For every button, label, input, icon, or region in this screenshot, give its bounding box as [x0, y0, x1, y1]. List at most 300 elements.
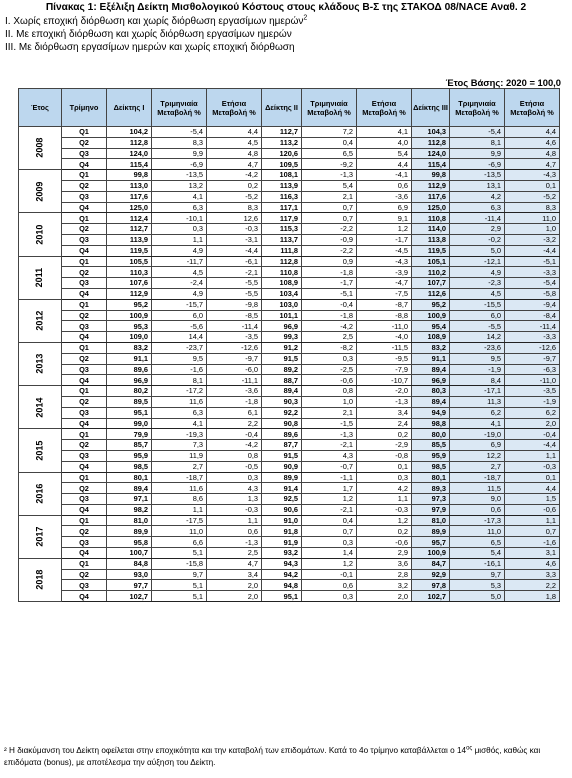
- index-cell: 97,8: [412, 580, 450, 591]
- change-cell: -9,7: [207, 353, 262, 364]
- index-cell: 91,1: [107, 353, 152, 364]
- table-row: [19, 137, 560, 148]
- index-cell: 98,5: [107, 461, 152, 472]
- change-cell: -4,7: [357, 278, 412, 289]
- index-cell: 111,8: [262, 245, 302, 256]
- change-cell: -3,6: [357, 191, 412, 202]
- change-cell: -7,5: [357, 288, 412, 299]
- change-cell: -13,5: [450, 170, 505, 181]
- index-cell: 95,9: [107, 450, 152, 461]
- change-cell: 8,1: [152, 375, 207, 386]
- year-cell: [19, 429, 62, 472]
- change-cell: 4,7: [505, 159, 560, 170]
- change-cell: -4,4: [505, 245, 560, 256]
- change-cell: 0,3: [302, 353, 357, 364]
- change-cell: 6,0: [450, 310, 505, 321]
- year-cell: [19, 127, 62, 170]
- change-cell: -1,8: [207, 396, 262, 407]
- index-cell: 80,1: [107, 472, 152, 483]
- change-cell: -0,3: [207, 224, 262, 235]
- index-cell: 81,0: [412, 515, 450, 526]
- change-cell: 5,4: [450, 548, 505, 559]
- change-cell: -11,0: [357, 321, 412, 332]
- change-cell: 4,4: [207, 127, 262, 138]
- quarter-cell: Q4: [62, 548, 107, 559]
- quarter-cell: Q1: [62, 213, 107, 224]
- change-cell: -1,8: [302, 267, 357, 278]
- quarter-cell: Q3: [62, 537, 107, 548]
- change-cell: -0,2: [450, 234, 505, 245]
- change-cell: 9,9: [152, 148, 207, 159]
- index-cell: 110,3: [107, 267, 152, 278]
- index-cell: 90,9: [262, 461, 302, 472]
- quarter-cell: Q3: [62, 191, 107, 202]
- note-2: II. Με εποχική διόρθωση και χωρίς διόρθωση εργασίμων ημερών: [5, 29, 292, 40]
- change-cell: 6,3: [152, 202, 207, 213]
- change-cell: -9,5: [357, 353, 412, 364]
- index-cell: 93,0: [107, 569, 152, 580]
- table-row: [19, 224, 560, 235]
- table-row: [19, 267, 560, 278]
- change-cell: 0,6: [450, 504, 505, 515]
- quarter-cell: Q2: [62, 396, 107, 407]
- year-cell: [19, 472, 62, 515]
- change-cell: -17,3: [450, 515, 505, 526]
- change-cell: -5,5: [207, 278, 262, 289]
- change-cell: -3,5: [505, 386, 560, 397]
- quarter-cell: Q3: [62, 364, 107, 375]
- index-cell: 95,2: [412, 299, 450, 310]
- change-cell: -16,1: [450, 558, 505, 569]
- change-cell: 1,1: [505, 450, 560, 461]
- index-cell: 102,7: [412, 591, 450, 602]
- change-cell: 6,5: [450, 537, 505, 548]
- change-cell: -3,3: [505, 267, 560, 278]
- change-cell: -5,4: [450, 127, 505, 138]
- change-cell: -5,4: [152, 127, 207, 138]
- year-label: 2012: [34, 310, 45, 331]
- index-cell: 103,0: [262, 299, 302, 310]
- change-cell: 2,0: [505, 418, 560, 429]
- table-row: [19, 558, 560, 569]
- change-cell: 4,3: [207, 483, 262, 494]
- change-cell: -11,5: [357, 342, 412, 353]
- index-cell: 105,1: [412, 256, 450, 267]
- quarter-cell: Q3: [62, 450, 107, 461]
- table-row: [19, 494, 560, 505]
- change-cell: -1,3: [302, 429, 357, 440]
- year-cell: [19, 558, 62, 601]
- quarter-cell: Q4: [62, 332, 107, 343]
- table-row: [19, 310, 560, 321]
- change-cell: -18,7: [152, 472, 207, 483]
- change-cell: -1,5: [302, 418, 357, 429]
- change-cell: 1,5: [505, 494, 560, 505]
- index-cell: 108,1: [262, 170, 302, 181]
- year-label: 2018: [34, 569, 45, 590]
- change-cell: -12,6: [505, 342, 560, 353]
- change-cell: 11,6: [152, 483, 207, 494]
- table-row: [19, 396, 560, 407]
- index-cell: 115,3: [262, 224, 302, 235]
- quarter-cell: Q3: [62, 321, 107, 332]
- change-cell: -17,1: [450, 386, 505, 397]
- change-cell: 0,7: [505, 526, 560, 537]
- index-cell: 124,0: [107, 148, 152, 159]
- change-cell: 4,4: [357, 159, 412, 170]
- change-cell: -5,2: [207, 191, 262, 202]
- change-cell: -10,1: [152, 213, 207, 224]
- index-cell: 114,0: [412, 224, 450, 235]
- year-label: 2011: [34, 267, 45, 288]
- index-cell: 90,8: [262, 418, 302, 429]
- index-cell: 80,1: [412, 472, 450, 483]
- index-cell: 91,4: [262, 483, 302, 494]
- index-cell: 96,9: [262, 321, 302, 332]
- index-cell: 110,8: [412, 213, 450, 224]
- index-cell: 112,8: [412, 137, 450, 148]
- change-cell: 5,4: [357, 148, 412, 159]
- index-cell: 94,8: [262, 580, 302, 591]
- change-cell: -5,1: [302, 288, 357, 299]
- index-cell: 100,9: [412, 548, 450, 559]
- change-cell: 0,3: [302, 591, 357, 602]
- index-cell: 96,9: [107, 375, 152, 386]
- index-cell: 99,3: [262, 332, 302, 343]
- change-cell: -2,5: [302, 364, 357, 375]
- index-cell: 113,7: [262, 234, 302, 245]
- change-cell: -6,1: [207, 256, 262, 267]
- change-cell: 2,7: [152, 461, 207, 472]
- change-cell: 11,3: [450, 396, 505, 407]
- change-cell: 0,4: [302, 137, 357, 148]
- change-cell: 4,6: [505, 137, 560, 148]
- change-cell: -0,5: [207, 461, 262, 472]
- quarter-cell: Q3: [62, 494, 107, 505]
- index-cell: 115,4: [412, 159, 450, 170]
- change-cell: -6,9: [450, 159, 505, 170]
- change-cell: -5,2: [505, 191, 560, 202]
- change-cell: 8,6: [152, 494, 207, 505]
- change-cell: -1,7: [357, 234, 412, 245]
- change-cell: 0,1: [357, 461, 412, 472]
- year-label: 2016: [34, 483, 45, 504]
- change-cell: 6,1: [207, 407, 262, 418]
- index-cell: 95,4: [412, 321, 450, 332]
- index-cell: 110,8: [262, 267, 302, 278]
- index-cell: 110,2: [412, 267, 450, 278]
- change-cell: 1,3: [207, 494, 262, 505]
- year-label: 2017: [34, 526, 45, 547]
- change-cell: -0,1: [302, 569, 357, 580]
- change-cell: 6,5: [302, 148, 357, 159]
- change-cell: 0,3: [207, 472, 262, 483]
- header-quarterly-change-1: Τριμηνιαία Μεταβολή %: [152, 89, 207, 127]
- change-cell: 1,1: [152, 504, 207, 515]
- change-cell: -1,9: [505, 396, 560, 407]
- change-cell: 4,1: [450, 418, 505, 429]
- change-cell: -12,1: [450, 256, 505, 267]
- index-cell: 104,3: [412, 127, 450, 138]
- change-cell: 4,6: [505, 558, 560, 569]
- index-cell: 91,1: [412, 353, 450, 364]
- index-cell: 124,0: [412, 148, 450, 159]
- change-cell: 13,2: [152, 180, 207, 191]
- year-label: 2008: [34, 138, 45, 159]
- change-cell: 4,1: [152, 191, 207, 202]
- change-cell: -11,7: [152, 256, 207, 267]
- change-cell: -3,5: [207, 332, 262, 343]
- change-cell: -1,6: [505, 537, 560, 548]
- index-cell: 88,7: [262, 375, 302, 386]
- change-cell: -0,7: [302, 461, 357, 472]
- change-cell: 2,0: [207, 580, 262, 591]
- index-cell: 119,5: [107, 245, 152, 256]
- change-cell: 5,0: [450, 245, 505, 256]
- index-cell: 107,7: [412, 278, 450, 289]
- index-cell: 117,9: [262, 213, 302, 224]
- header-row: [19, 89, 560, 127]
- change-cell: -11,4: [450, 213, 505, 224]
- index-cell: 125,0: [107, 202, 152, 213]
- index-cell: 117,6: [107, 191, 152, 202]
- change-cell: 4,1: [152, 418, 207, 429]
- change-cell: -11,4: [207, 321, 262, 332]
- index-cell: 108,9: [412, 332, 450, 343]
- change-cell: -8,8: [357, 310, 412, 321]
- change-cell: 0,2: [207, 180, 262, 191]
- change-cell: -2,2: [302, 245, 357, 256]
- change-cell: 6,9: [450, 440, 505, 451]
- index-cell: 99,8: [107, 170, 152, 181]
- quarter-cell: Q1: [62, 342, 107, 353]
- base-year-label: Έτος Βάσης: 2020 = 100,0: [445, 77, 561, 88]
- change-cell: 0,9: [302, 256, 357, 267]
- quarter-cell: Q2: [62, 526, 107, 537]
- table-row: [19, 386, 560, 397]
- index-cell: 117,6: [412, 191, 450, 202]
- change-cell: 0,3: [357, 472, 412, 483]
- table-body: [19, 127, 560, 602]
- index-cell: 97,1: [107, 494, 152, 505]
- change-cell: 4,1: [357, 127, 412, 138]
- change-cell: 11,5: [450, 483, 505, 494]
- year-cell: [19, 299, 62, 342]
- table-row: [19, 234, 560, 245]
- table-row: [19, 569, 560, 580]
- change-cell: -9,2: [302, 159, 357, 170]
- index-cell: 89,9: [262, 472, 302, 483]
- index-cell: 80,3: [412, 386, 450, 397]
- change-cell: 3,4: [207, 569, 262, 580]
- index-cell: 113,9: [107, 234, 152, 245]
- change-cell: 4,8: [505, 148, 560, 159]
- change-cell: -4,0: [357, 332, 412, 343]
- quarter-cell: Q3: [62, 407, 107, 418]
- change-cell: -8,2: [302, 342, 357, 353]
- quarter-cell: Q3: [62, 148, 107, 159]
- quarter-cell: Q2: [62, 310, 107, 321]
- change-cell: -5,5: [207, 288, 262, 299]
- table-row: [19, 526, 560, 537]
- index-cell: 89,6: [107, 364, 152, 375]
- index-cell: 99,8: [412, 170, 450, 181]
- change-cell: -4,2: [207, 170, 262, 181]
- change-cell: 8,4: [450, 375, 505, 386]
- change-cell: 3,6: [357, 558, 412, 569]
- change-cell: 4,9: [152, 288, 207, 299]
- change-cell: -2,1: [302, 440, 357, 451]
- change-cell: 14,4: [152, 332, 207, 343]
- change-cell: -1,9: [450, 364, 505, 375]
- quarter-cell: Q3: [62, 278, 107, 289]
- change-cell: -1,3: [302, 170, 357, 181]
- index-cell: 91,2: [262, 342, 302, 353]
- change-cell: -6,9: [152, 159, 207, 170]
- index-cell: 89,5: [107, 396, 152, 407]
- change-cell: -1,7: [302, 278, 357, 289]
- index-cell: 98,2: [107, 504, 152, 515]
- change-cell: 0,6: [302, 580, 357, 591]
- quarter-cell: Q4: [62, 461, 107, 472]
- index-cell: 105,5: [107, 256, 152, 267]
- change-cell: -4,4: [207, 245, 262, 256]
- change-cell: -0,4: [207, 429, 262, 440]
- change-cell: -5,1: [505, 256, 560, 267]
- table-row: [19, 440, 560, 451]
- change-cell: 0,7: [302, 213, 357, 224]
- change-cell: 0,7: [302, 526, 357, 537]
- change-cell: -4,2: [302, 321, 357, 332]
- change-cell: 14,2: [450, 332, 505, 343]
- index-cell: 113,2: [262, 137, 302, 148]
- change-cell: -0,3: [207, 504, 262, 515]
- year-label: 2015: [34, 440, 45, 461]
- header-quarterly-change-2: Τριμηνιαία Μεταβολή %: [302, 89, 357, 127]
- change-cell: 1,1: [152, 234, 207, 245]
- change-cell: 0,6: [207, 526, 262, 537]
- index-cell: 112,9: [412, 180, 450, 191]
- index-cell: 98,5: [412, 461, 450, 472]
- index-cell: 99,0: [107, 418, 152, 429]
- change-cell: 11,9: [152, 450, 207, 461]
- change-cell: 3,4: [357, 407, 412, 418]
- change-cell: 6,9: [357, 202, 412, 213]
- change-cell: -4,5: [357, 245, 412, 256]
- change-cell: 0,3: [302, 537, 357, 548]
- year-label: 2009: [34, 181, 45, 202]
- quarter-cell: Q3: [62, 580, 107, 591]
- index-cell: 92,2: [262, 407, 302, 418]
- change-cell: 0,1: [505, 180, 560, 191]
- year-cell: [19, 342, 62, 385]
- change-cell: -5,8: [505, 288, 560, 299]
- year-cell: [19, 515, 62, 558]
- change-cell: -2,2: [302, 224, 357, 235]
- change-cell: 2,9: [357, 548, 412, 559]
- change-cell: 5,0: [450, 591, 505, 602]
- change-cell: 0,3: [152, 224, 207, 235]
- change-cell: -1,8: [302, 310, 357, 321]
- change-cell: 3,1: [505, 548, 560, 559]
- index-cell: 116,3: [262, 191, 302, 202]
- table-row: [19, 461, 560, 472]
- note-1: I. Χωρίς εποχική διόρθωση και χωρίς διόρθωση εργασίμων ημερών$^2$: [5, 14, 308, 27]
- index-cell: 109,0: [107, 332, 152, 343]
- change-cell: -9,7: [505, 353, 560, 364]
- index-cell: 91,8: [262, 526, 302, 537]
- table-row: [19, 450, 560, 461]
- index-cell: 95,9: [412, 450, 450, 461]
- index-cell: 112,6: [412, 288, 450, 299]
- change-cell: 9,7: [152, 569, 207, 580]
- change-cell: 3,2: [357, 580, 412, 591]
- change-cell: 6,3: [450, 202, 505, 213]
- index-cell: 80,0: [412, 429, 450, 440]
- change-cell: 4,5: [207, 137, 262, 148]
- change-cell: -3,1: [207, 234, 262, 245]
- index-cell: 89,9: [412, 526, 450, 537]
- table-row: [19, 180, 560, 191]
- change-cell: -0,6: [505, 504, 560, 515]
- quarter-cell: Q1: [62, 515, 107, 526]
- index-cell: 89,3: [412, 483, 450, 494]
- index-cell: 113,8: [412, 234, 450, 245]
- change-cell: -0,8: [357, 450, 412, 461]
- quarter-cell: Q4: [62, 202, 107, 213]
- index-cell: 101,1: [262, 310, 302, 321]
- table-row: [19, 159, 560, 170]
- change-cell: 2,9: [450, 224, 505, 235]
- quarter-cell: Q4: [62, 288, 107, 299]
- change-cell: 2,2: [505, 580, 560, 591]
- index-cell: 91,5: [262, 450, 302, 461]
- change-cell: 2,0: [207, 591, 262, 602]
- change-cell: -3,6: [207, 386, 262, 397]
- change-cell: -23,7: [152, 342, 207, 353]
- change-cell: 2,1: [302, 407, 357, 418]
- index-cell: 104,2: [107, 127, 152, 138]
- index-cell: 112,8: [262, 256, 302, 267]
- table-row: [19, 591, 560, 602]
- index-cell: 95,1: [262, 591, 302, 602]
- change-cell: 12,2: [450, 450, 505, 461]
- quarter-cell: Q1: [62, 170, 107, 181]
- index-cell: 89,6: [262, 429, 302, 440]
- year-cell: [19, 256, 62, 299]
- table-row: [19, 537, 560, 548]
- index-cell: 83,2: [107, 342, 152, 353]
- change-cell: -1,3: [207, 537, 262, 548]
- change-cell: 2,5: [302, 332, 357, 343]
- change-cell: -13,5: [152, 170, 207, 181]
- change-cell: -3,9: [357, 267, 412, 278]
- change-cell: -2,3: [450, 278, 505, 289]
- change-cell: -15,5: [450, 299, 505, 310]
- index-cell: 113,9: [262, 180, 302, 191]
- change-cell: 2,8: [357, 569, 412, 580]
- change-cell: -19,3: [152, 429, 207, 440]
- change-cell: -1,6: [152, 364, 207, 375]
- change-cell: 1,0: [505, 224, 560, 235]
- change-cell: -0,3: [357, 504, 412, 515]
- quarter-cell: Q1: [62, 127, 107, 138]
- table-row: [19, 504, 560, 515]
- change-cell: 5,1: [152, 548, 207, 559]
- change-cell: 9,5: [450, 353, 505, 364]
- change-cell: 4,5: [152, 267, 207, 278]
- index-cell: 125,0: [412, 202, 450, 213]
